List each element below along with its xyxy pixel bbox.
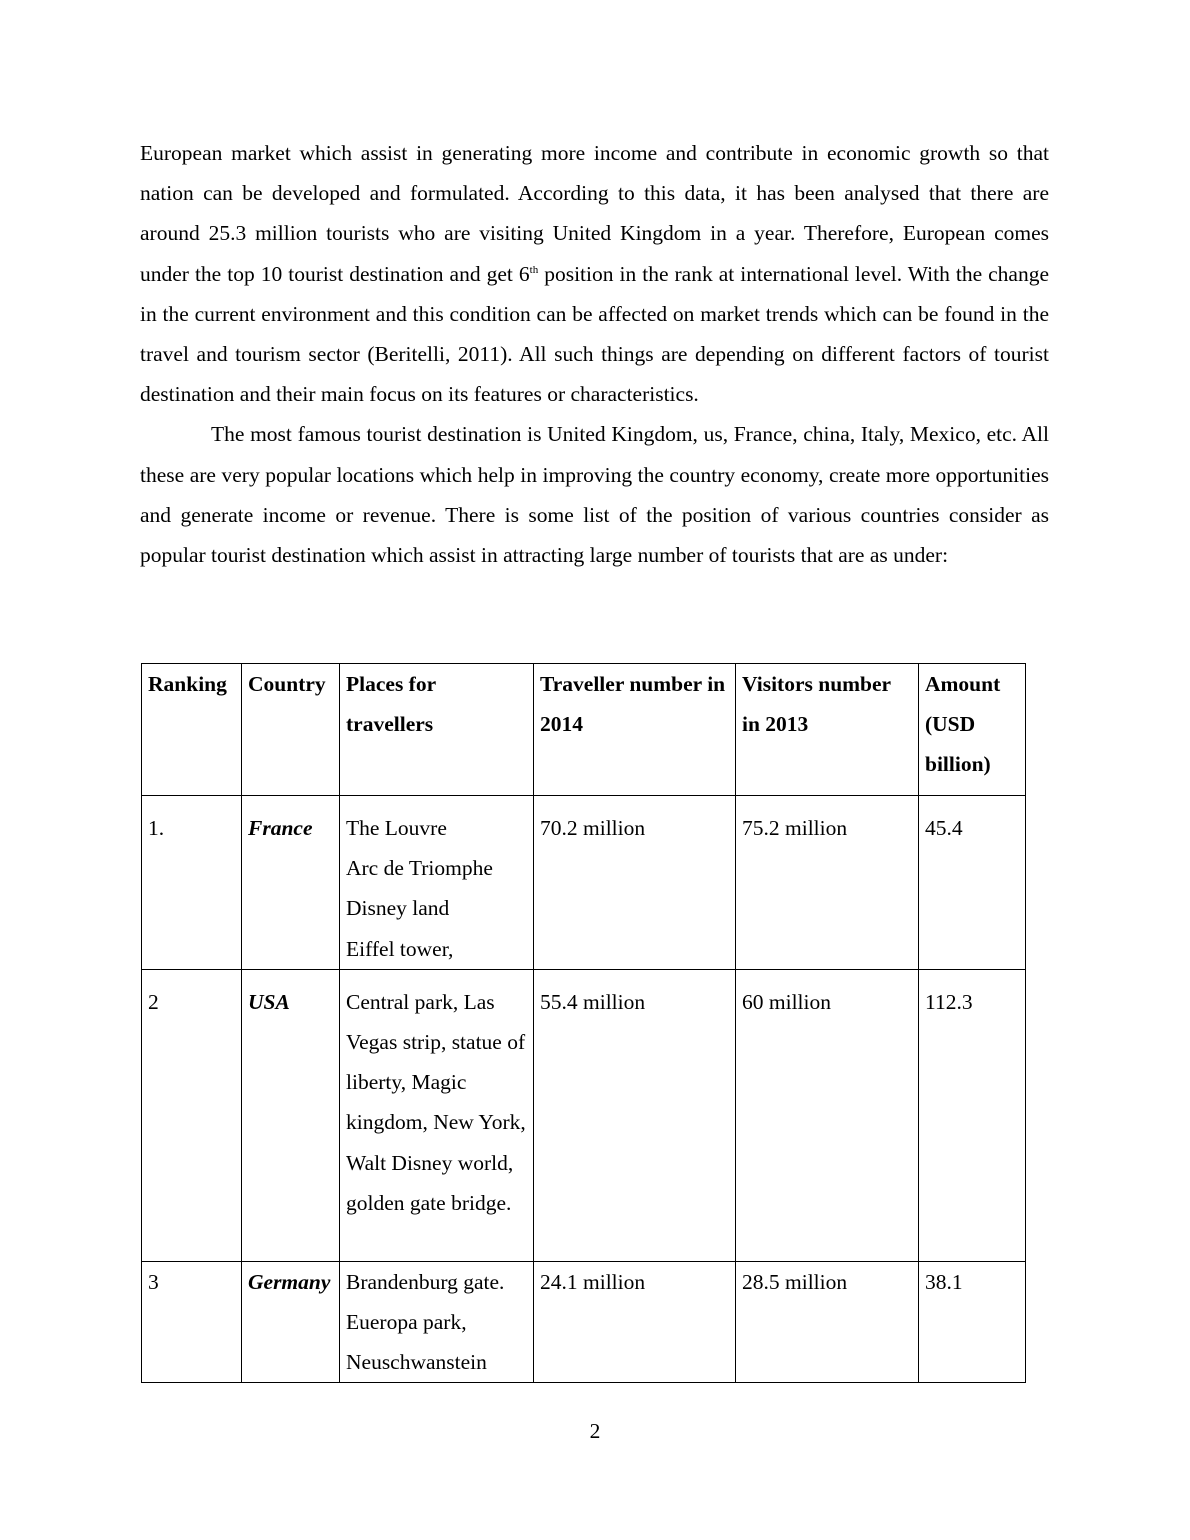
tourism-table [141,663,1026,1383]
paragraph-1-text-b: position in the rank at international level. With the change in the current environment and this condition can be affected on market trends which can be found in the travel and tourism sector (Beritelli, 2011). All such things are depending on different factors of tourist destination and their main focus on its features or characteristics. [140,261,1049,407]
cell-traveller-2014: 24.1 million [534,1261,736,1383]
header-ranking: Ranking [142,664,242,796]
table-row [142,969,1026,1261]
cell-traveller-2014: 55.4 million [534,969,736,1261]
paragraph-2: The most famous tourist destination is United Kingdom, us, France, china, Italy, Mexico, etc. All these are very popular locations which help in improving the country economy, create more opportunities and generate income or revenue. There is some list of the position of various countries consider as popular tourist destination which assist in attracting large number of tourists that are as under: [140,422,1049,568]
cell-visitors-2013: 75.2 million [736,796,919,970]
cell-country: France [242,796,340,970]
paragraph-1 [140,133,1049,414]
header-country: Country [242,664,340,796]
header-visitors-2013: Visitors number in 2013 [736,664,919,796]
table-row [142,796,1026,970]
header-traveller-2014: Traveller number in 2014 [534,664,736,796]
table-header-row [142,664,1026,796]
cell-places [340,796,534,970]
cell-places: Brandenburg gate. Eueropa park, Neuschwanstein [340,1261,534,1383]
place-item: The Louvre [346,816,447,840]
cell-country: Germany [242,1261,340,1383]
cell-amount: 38.1 [919,1261,1026,1383]
page-number: 2 [589,1419,601,1443]
cell-country: USA [242,969,340,1261]
cell-visitors-2013: 60 million [736,969,919,1261]
header-places: Places for travellers [340,664,534,796]
superscript-th: th [529,263,539,276]
header-amount: Amount (USD billion) [919,664,1026,796]
cell-places: Central park, Las Vegas strip, statue of liberty, Magic kingdom, New York, Walt Disney world, golden gate bridge. [340,969,534,1261]
cell-ranking: 1. [142,796,242,970]
cell-ranking: 2 [142,969,242,1261]
table-row [142,1261,1026,1383]
place-item: Eiffel tower, [346,936,454,961]
place-item: Disney land [346,896,450,921]
page-body [140,133,1049,575]
cell-amount: 45.4 [919,796,1026,970]
cell-ranking: 3 [142,1261,242,1383]
cell-traveller-2014: 70.2 million [534,796,736,970]
place-item: Arc de Triomphe [346,856,493,881]
cell-amount: 112.3 [919,969,1026,1261]
cell-visitors-2013: 28.5 million [736,1261,919,1383]
paragraph-1-text-a: European market which assist in generating more income and contribute in economic growth so that nation can be developed and formulated. According to this data, it has been analysed that there are around 25.3 million tourists who are visiting United Kingdom in a year. Therefore, European comes under the top 10 tourist destination and get 6 [140,141,1049,286]
